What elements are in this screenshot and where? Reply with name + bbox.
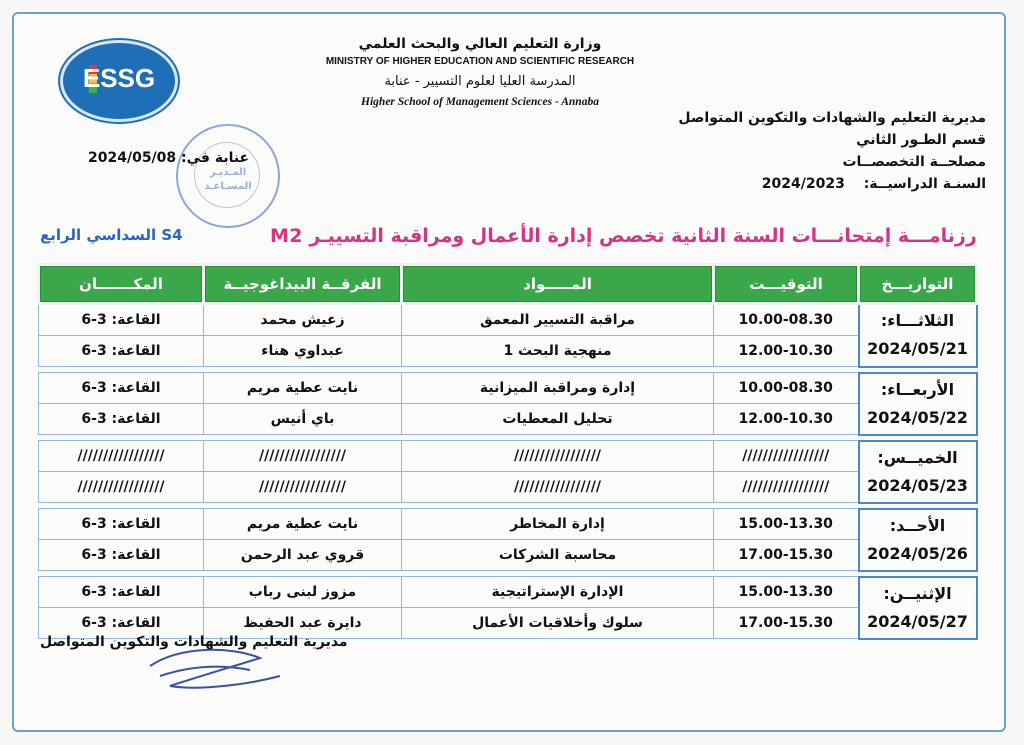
time-cell: 12.00-10.30 [714,336,859,367]
table-row [39,404,977,435]
day-date: 2024/05/22 [867,407,968,427]
ministry-arabic: وزارة التعليم العالي والبحث العلمي [358,36,602,52]
module-cell: إدارة ومراقبة الميزانية [402,373,714,404]
table-row [39,336,977,367]
day-date-cell [859,304,977,367]
day-name: الأحــد: [889,515,946,535]
day-date-cell [859,441,977,503]
schedule-level: M2 [270,225,303,247]
room-cell: القاعة: 3-6 [39,373,204,404]
table-row [39,472,977,503]
room-cell: القاعة: 3-6 [39,336,204,367]
logo-text: ESSG [82,63,156,93]
module-cell: ///////////////// [402,472,714,503]
day-date: 2024/05/21 [867,339,968,359]
module-cell: سلوك وأخلاقيات الأعمال [402,608,714,639]
teacher-cell: نايت عطية مريم [204,373,402,404]
header-date: التواريـــخ [859,265,977,304]
time-cell: ///////////////// [714,441,859,472]
day-name: الخميــس: [877,447,958,467]
day-name: الإثنيــن: [883,583,952,603]
room-cell: القاعة: 3-6 [39,608,204,639]
semester-label: السداسي الرابع S4 [40,226,183,244]
official-stamp [176,124,280,228]
department-block [678,107,986,195]
time-cell: 10.00-08.30 [714,373,859,404]
room-cell: القاعة: 3-6 [39,509,204,540]
module-cell: الإدارة الإستراتيجية [402,577,714,608]
room-cell: القاعة: 3-6 [39,304,204,336]
table-header-row [39,265,977,304]
academic-year-label: السنـة الدراسيــة: [863,176,986,192]
module-cell: تحليل المعطيات [402,404,714,435]
time-cell: 10.00-08.30 [714,304,859,336]
time-cell: 12.00-10.30 [714,404,859,435]
table-row [39,577,977,608]
room-cell: القاعة: 3-6 [39,404,204,435]
day-date: 2024/05/27 [867,611,968,631]
day-name: الثلاثـــاء: [880,311,955,331]
teacher-cell: دايرة عبد الحفيظ [204,608,402,639]
teacher-cell: نايت عطية مريم [204,509,402,540]
stamp-text [178,166,278,194]
service-line: مصلحــة التخصصــات [842,154,986,170]
header-module: المـــــواد [402,265,714,304]
day-date: 2024/05/26 [867,543,968,563]
signature-icon [140,636,290,706]
academic-year-value: 2024/2023 [761,176,845,192]
teacher-cell: باي أنيس [204,404,402,435]
module-cell: مراقبة التسيير المعمق [402,304,714,336]
time-cell: 17.00-15.30 [714,540,859,571]
module-cell: محاسبة الشركات [402,540,714,571]
exam-schedule-table [37,263,978,640]
academic-year [678,173,986,195]
table-row [39,540,977,571]
time-cell: 17.00-15.30 [714,608,859,639]
teacher-cell: عبداوي هناء [204,336,402,367]
schedule-title-text: رزنامـــة إمتحانـــات السنة الثانية تخصص إدارة الأعمال ومراقبة التسييـر [309,225,977,247]
ministry-english: MINISTRY OF HIGHER EDUCATION AND SCIENTIFIC RESEARCH [325,56,635,67]
teacher-cell: ///////////////// [204,441,402,472]
room-cell: القاعة: 3-6 [39,577,204,608]
time-cell: 15.00-13.30 [714,577,859,608]
module-cell: إدارة المخاطر [402,509,714,540]
directorate-line: مديرية التعليم والشهادات والتكوين المتواصل [678,110,986,126]
table-row [39,373,977,404]
header-teacher: الفرقــة البيداغوجيــة [204,265,402,304]
room-cell: القاعة: 3-6 [39,540,204,571]
teacher-cell: قروي عبد الرحمن [204,540,402,571]
stamp-line-1: المـديـر [209,167,247,178]
teacher-cell: ///////////////// [204,472,402,503]
place-and-date: عنابة في: 2024/05/08 [88,150,250,166]
room-cell: ///////////////// [39,441,204,472]
teacher-cell: مزوز لبنى رباب [204,577,402,608]
schedule-title [270,225,977,247]
time-cell: 15.00-13.30 [714,509,859,540]
school-logo [60,40,178,122]
table-row [39,441,977,472]
header-room: المكـــــــان [39,265,204,304]
module-cell: منهجية البحث 1 [402,336,714,367]
day-date-cell [859,509,977,571]
school-english: Higher School of Management Sciences - Annaba [361,96,599,108]
day-date-cell [859,577,977,639]
teacher-cell: زعيش محمد [204,304,402,336]
stamp-line-2: المسـاعـد [204,181,252,192]
table-row [39,304,977,336]
day-name: الأربعــاء: [880,379,955,399]
time-cell: ///////////////// [714,472,859,503]
module-cell: ///////////////// [402,441,714,472]
school-arabic: المدرسة العليا لعلوم التسيير - عنابة [384,74,576,89]
day-date: 2024/05/23 [867,475,968,495]
day-date-cell [859,373,977,435]
table-row [39,509,977,540]
division-line: قسم الطـور الثاني [856,132,986,148]
header-time: التوقيـــت [714,265,859,304]
footer-directorate: مديرية التعليم والشهادات والتكوين المتواصل [40,634,348,650]
room-cell: ///////////////// [39,472,204,503]
